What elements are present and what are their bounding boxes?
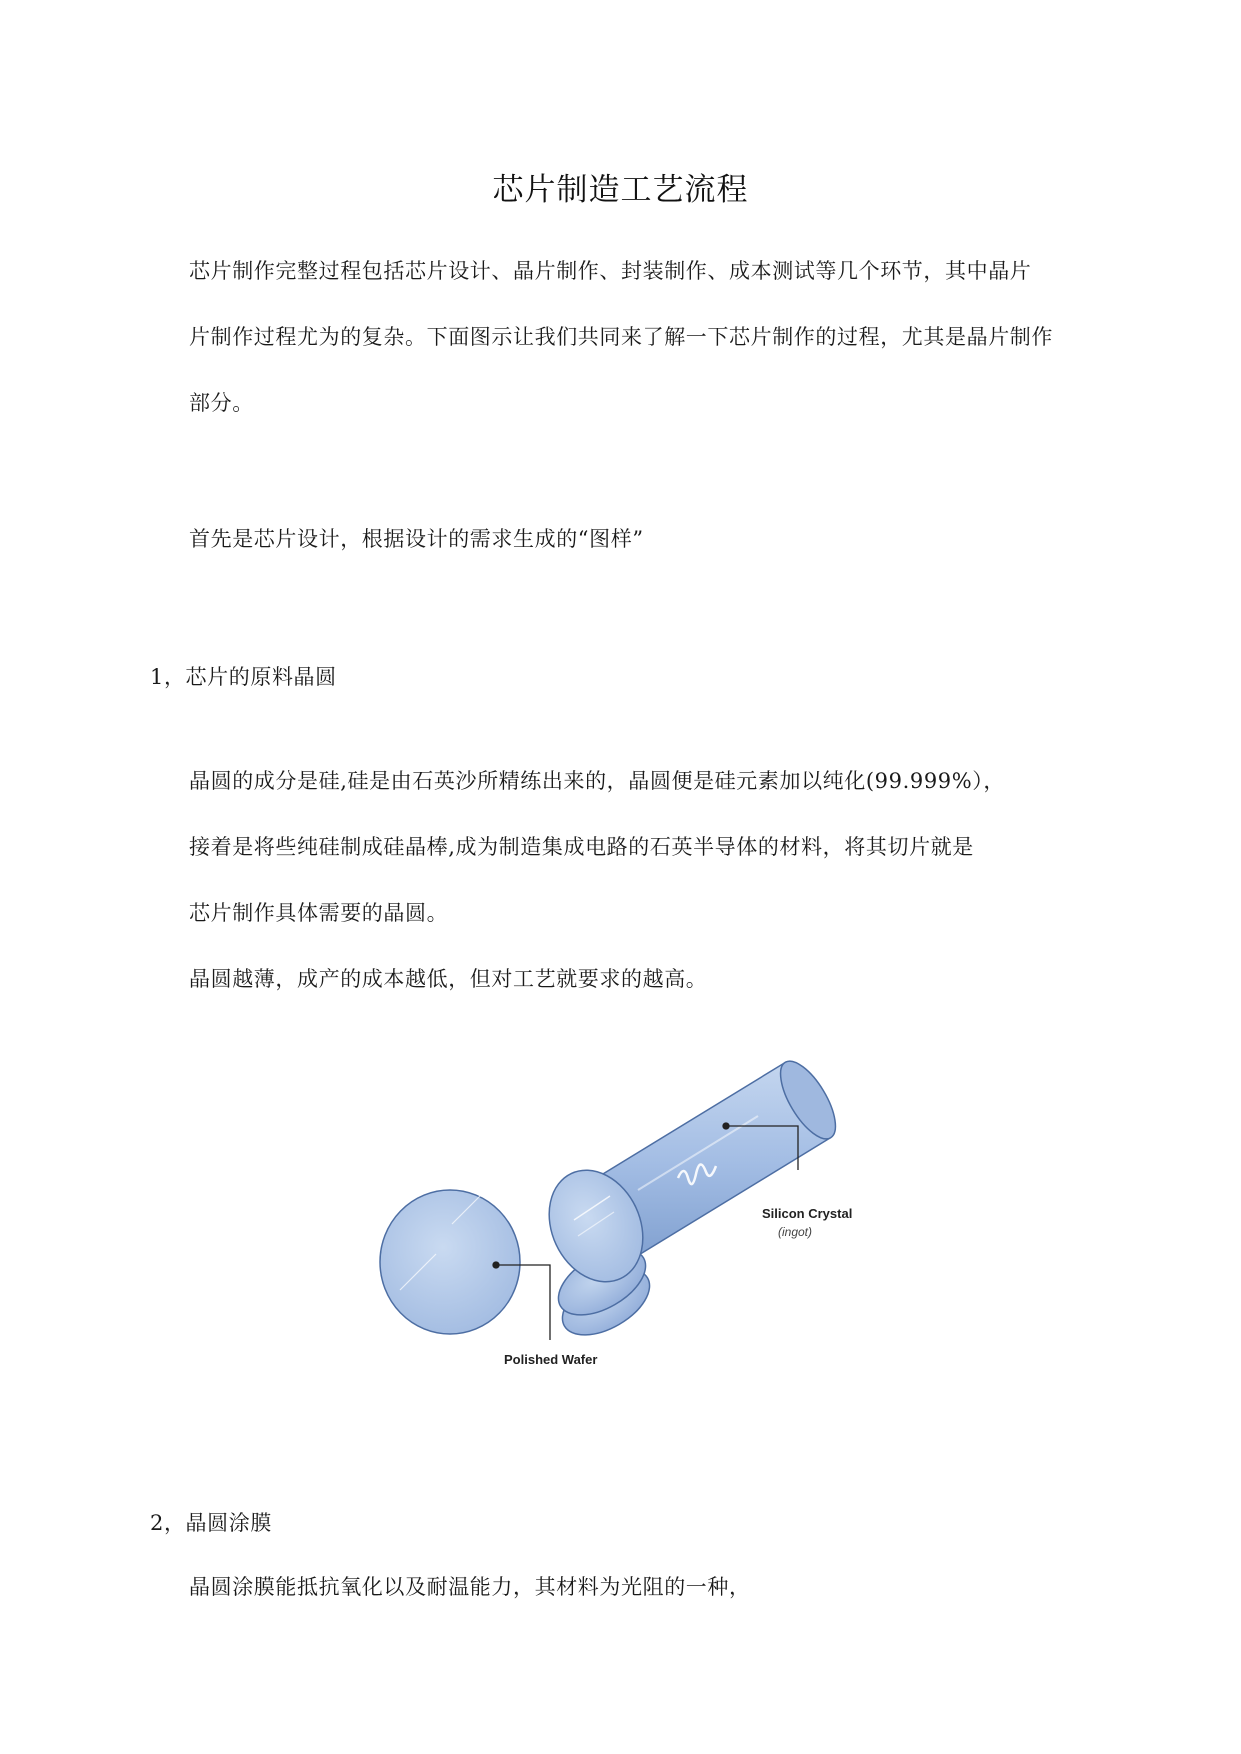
wafer-ingot-figure <box>378 1040 858 1420</box>
section-1-line-3: 芯片制作具体需要的晶圆。 <box>189 901 449 925</box>
section-1-line-4: 晶圆越薄，成产的成本越低，但对工艺就要求的越高。 <box>189 967 708 991</box>
label-ingot: (ingot) <box>778 1225 813 1239</box>
intro-line-1: 芯片制作完整过程包括芯片设计、晶片制作、封装制作、成本测试等几个环节，其中晶片 <box>189 259 1032 283</box>
section-1-heading: 1，芯片的原料晶圆 <box>150 665 337 689</box>
section-2-heading: 2，晶圆涂膜 <box>150 1511 272 1535</box>
section-1-line-1: 晶圆的成分是硅,硅是由石英沙所精练出来的，晶圆便是硅元素加以纯化(99.999%）， <box>189 769 1005 793</box>
wafer-ingot-illustration <box>378 1040 858 1420</box>
polished-wafer <box>380 1190 520 1334</box>
design-paragraph: 首先是芯片设计，根据设计的需求生成的“图样” <box>189 527 644 551</box>
intro-line-2: 片制作过程尤为的复杂。下面图示让我们共同来了解一下芯片制作的过程，尤其是晶片制作 <box>189 325 1053 349</box>
label-silicon-crystal: Silicon Crystal <box>762 1206 853 1221</box>
section-1-line-2: 接着是将些纯硅制成硅晶棒,成为制造集成电路的石英半导体的材料，将其切片就是 <box>189 835 974 859</box>
section-2-line-1: 晶圆涂膜能抵抗氧化以及耐温能力，其材料为光阻的一种， <box>189 1575 751 1599</box>
document-title: 芯片制造工艺流程 <box>492 172 749 208</box>
intro-line-3: 部分。 <box>189 391 254 415</box>
label-polished-wafer: Polished Wafer <box>504 1352 598 1367</box>
